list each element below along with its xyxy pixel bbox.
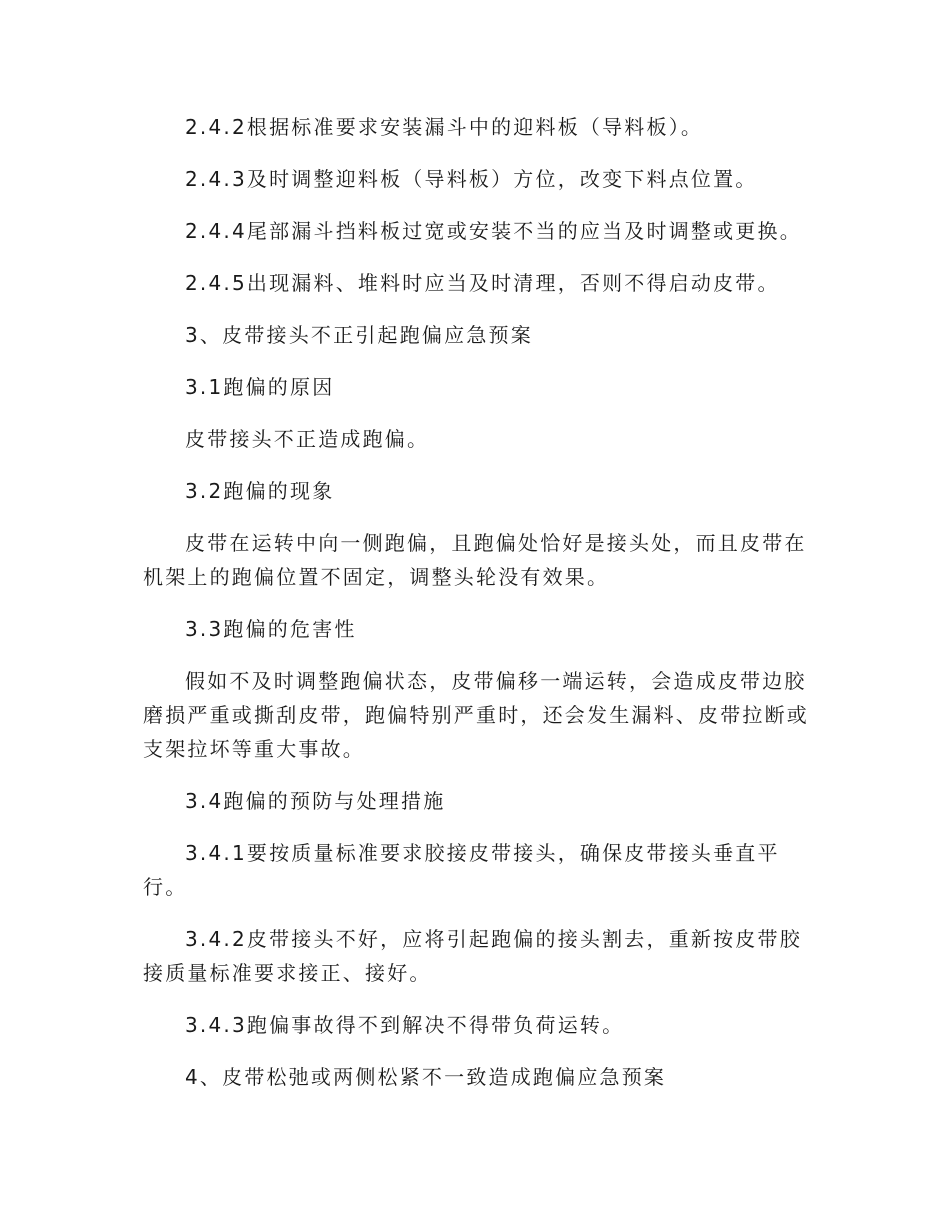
subheading-3-2: 3.2跑偏的现象 (185, 479, 335, 503)
paragraph-2-4-2: 2.4.2根据标准要求安装漏斗中的迎料板（导料板）。 (185, 115, 704, 139)
paragraph-3-3-body: 假如不及时调整跑偏状态，皮带偏移一端运转，会造成皮带边胶磨损严重或撕刮皮带，跑偏特别严重时，还会发生漏料、皮带拉断或支架拉坏等重大事故。 (143, 669, 809, 761)
paragraph-3-4-1: 3.4.1要按质量标准要求胶接皮带接头，确保皮带接头垂直平行。 (143, 841, 780, 899)
paragraph-3-1-body: 皮带接头不正造成跑偏。 (185, 427, 430, 451)
paragraph-3-4-3: 3.4.3跑偏事故得不到解决不得带负荷运转。 (185, 1013, 625, 1037)
paragraph-3-4-2: 3.4.2皮带接头不好，应将引起跑偏的接头割去，重新按皮带胶接质量标准要求接正、接好。 (143, 927, 802, 985)
section-heading-4: 4、皮带松弛或两侧松紧不一致造成跑偏应急预案 (185, 1065, 667, 1089)
paragraph-2-4-5: 2.4.5出现漏料、堆料时应当及时清理，否则不得启动皮带。 (185, 271, 780, 295)
subheading-3-1: 3.1跑偏的原因 (185, 375, 335, 399)
subheading-3-3: 3.3跑偏的危害性 (185, 617, 357, 641)
section-heading-3: 3、皮带接头不正引起跑偏应急预案 (185, 323, 533, 347)
paragraph-3-2-body: 皮带在运转中向一侧跑偏，且跑偏处恰好是接头处，而且皮带在机架上的跑偏位置不固定，调整头轮没有效果。 (143, 531, 807, 589)
paragraph-2-4-3: 2.4.3及时调整迎料板（导料板）方位，改变下料点位置。 (185, 167, 758, 191)
subheading-3-4: 3.4跑偏的预防与处理措施 (185, 789, 446, 813)
paragraph-2-4-4: 2.4.4尾部漏斗挡料板过宽或安装不当的应当及时调整或更换。 (185, 219, 802, 243)
document-body (143, 110, 823, 1112)
